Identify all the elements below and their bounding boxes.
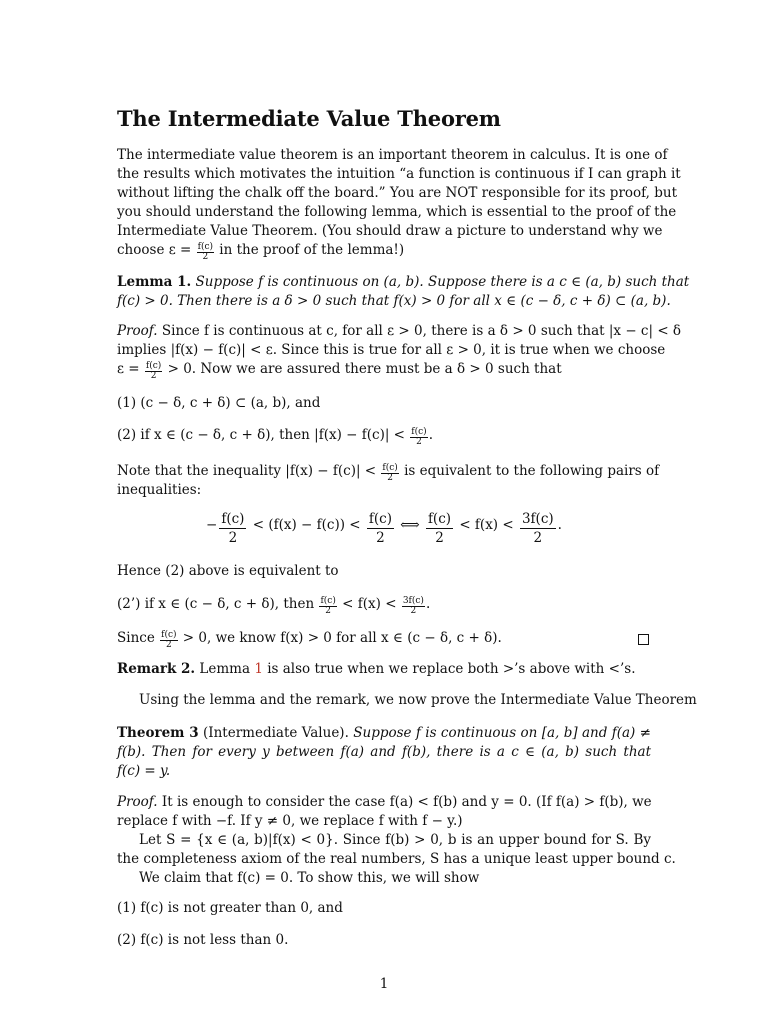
intro-line (117, 241, 651, 260)
fraction-denominator: 2 (416, 437, 422, 447)
proof-text: ε = (117, 361, 144, 377)
intro-line: without lifting the chalk off the board.” You are NOT responsible for its proof, but (117, 185, 678, 201)
proof-line: replace f with −f. If y ≠ 0, we replace f with f − y.) (117, 813, 463, 829)
theorem-3 (117, 724, 651, 781)
page-title: The Intermediate Value Theorem (117, 106, 501, 131)
theorem-heading: Theorem 3 (117, 725, 199, 741)
fraction (426, 510, 453, 547)
fraction-numerator: 3f(c) (402, 596, 424, 606)
note-text: is equivalent to the following pairs of (399, 463, 660, 479)
fraction-denominator: 2 (410, 606, 417, 616)
claim-item: (2) f(c) is not less than 0. (117, 932, 289, 948)
fraction-denominator: 2 (325, 606, 332, 616)
fraction (319, 597, 336, 616)
remark-heading: Remark 2. (117, 661, 196, 677)
math-text: . (557, 517, 562, 533)
fraction-numerator: f(c) (145, 361, 162, 371)
condition-text: . (428, 427, 433, 443)
fraction (381, 464, 398, 483)
note-line: inequalities: (117, 482, 202, 498)
text-line: Hence (2) above is equivalent to (117, 563, 339, 579)
proof-line (117, 322, 682, 341)
intro-text: choose ε = (117, 242, 196, 258)
intro-line: Intermediate Value Theorem. (You should draw a picture to understand why we (117, 223, 663, 239)
display-equation (117, 510, 651, 547)
proof-line: We claim that f(c) = 0. To show this, we will show (139, 870, 480, 886)
fraction-numerator: 3f(c) (521, 511, 554, 527)
fraction-numerator: f(c) (427, 511, 452, 527)
lemma-proof (117, 322, 682, 381)
fraction-denominator: 2 (228, 530, 238, 546)
fraction-denominator: 2 (435, 530, 444, 546)
theorem-proof (117, 793, 676, 888)
theorem-line (117, 724, 651, 743)
fraction-numerator: f(c) (368, 511, 392, 527)
conclusion-text: > 0, we know f(x) > 0 for all x ∈ (c − δ, c + δ). (178, 630, 502, 646)
condition-text: (2) if x ∈ (c − δ, c + δ), then |f(x) − f(c)| < (117, 427, 410, 443)
fraction (402, 597, 425, 616)
lemma-heading: Lemma 1. (117, 274, 192, 290)
fraction-numerator: f(c) (382, 463, 398, 473)
fraction-numerator: f(c) (320, 596, 336, 606)
fraction-denominator: 2 (533, 530, 543, 546)
condition-2-prime (117, 595, 651, 614)
remark-text: is also true when we replace both >’s above with <’s. (262, 661, 636, 677)
intro-paragraph (117, 146, 681, 262)
intro-line: The intermediate value theorem is an important theorem in calculus. It is one of (117, 147, 668, 163)
hence-line (117, 562, 651, 581)
proof-line: implies |f(x) − f(c)| < ε. Since this is true for all ε > 0, it is true when we choose (117, 342, 666, 358)
fraction (197, 243, 214, 262)
fraction-numerator: f(c) (161, 630, 177, 640)
note-text: Note that the inequality |f(x) − f(c)| < (117, 463, 381, 479)
lemma-text: f(c) > 0. Then there is a δ > 0 such that f(x) > 0 for all x ∈ (c − δ, c + δ) ⊂ (a, b). (117, 293, 671, 309)
intro-text: in the proof of the lemma!) (215, 242, 405, 258)
condition-item (117, 426, 651, 445)
fraction-numerator: f(c) (221, 511, 245, 527)
remark-line (117, 660, 651, 679)
math-text: ⟺ (396, 517, 424, 533)
proof-text: > 0. Now we are assured there must be a δ > 0 such that (163, 361, 562, 377)
proof-line (117, 793, 651, 812)
proof-conclusion (117, 629, 651, 648)
conclusion-text: Since (117, 630, 160, 646)
claim-item: (1) f(c) is not greater than 0, and (117, 900, 343, 916)
fraction-numerator: f(c) (411, 427, 427, 437)
condition-item (117, 595, 651, 614)
intro-line: the results which motivates the intuition “a function is continuous if I can graph it (117, 166, 681, 182)
theorem-text: Suppose f is continuous on [a, b] and f(a) ≠ (348, 725, 651, 741)
remark-text: Lemma (195, 661, 255, 677)
proof-line: the completeness axiom of the real numbers, S has a unique least upper bound c. (117, 851, 676, 867)
fraction-denominator: 2 (387, 473, 393, 483)
fraction-denominator: 2 (376, 530, 385, 546)
theorem-line: f(c) = y. (117, 763, 171, 779)
intro-line: you should understand the following lemma, which is essential to the proof of the (117, 204, 677, 220)
theorem-line: f(b). Then for every y between f(a) and f(b), there is a c ∈ (a, b) such that (117, 744, 651, 760)
fraction (219, 510, 246, 547)
claim-items (117, 931, 651, 950)
fraction-denominator: 2 (150, 371, 157, 381)
fraction (145, 362, 162, 381)
fraction (410, 428, 427, 447)
lemma-reference-link[interactable]: 1 (254, 661, 263, 677)
condition-text: < f(x) < (337, 596, 401, 612)
math-text: < (f(x) − f(c)) < (248, 517, 365, 533)
math-text: − (206, 517, 218, 533)
lemma-conditions (117, 426, 651, 445)
lemma-line (117, 273, 690, 292)
proof-text: Since f is continuous at c, for all ε > 0, there is a δ > 0 such that |x − c| < δ (157, 323, 682, 339)
proof-heading: Proof. (117, 323, 158, 339)
fraction (520, 510, 556, 547)
math-text: < f(x) < (455, 517, 518, 533)
transition-paragraph (117, 691, 697, 710)
claim-items (117, 899, 651, 918)
qed-square-icon (638, 634, 649, 645)
text-line (117, 629, 651, 648)
lemma-line (117, 292, 671, 311)
condition-text: (2’) if x ∈ (c − δ, c + δ), then (117, 596, 319, 612)
condition-item: (1) (c − δ, c + δ) ⊂ (a, b), and (117, 395, 321, 411)
proof-heading: Proof. (117, 794, 158, 810)
fraction-numerator: f(c) (197, 242, 214, 252)
fraction-denominator: 2 (165, 640, 172, 650)
note-line (117, 462, 660, 483)
proof-line: Let S = {x ∈ (a, b)|f(x) < 0}. Since f(b) > 0, b is an upper bound for S. By (139, 832, 651, 848)
remark-2 (117, 660, 651, 679)
theorem-name: (Intermediate Value). (198, 725, 349, 741)
page-number: 1 (379, 976, 389, 992)
lemma-text: Suppose f is continuous on (a, b). Suppose there is a c ∈ (a, b) such that (195, 274, 690, 290)
fraction (367, 510, 394, 547)
lemma-1 (117, 273, 690, 311)
text-line: Using the lemma and the remark, we now prove the Intermediate Value Theorem (139, 692, 697, 708)
fraction-denominator: 2 (202, 252, 209, 262)
proof-line (117, 360, 651, 379)
proof-text: It is enough to consider the case f(a) < f(b) and y = 0. (If f(a) > f(b), we (157, 794, 652, 810)
fraction (160, 631, 177, 650)
condition-text: . (425, 596, 431, 612)
lemma-conditions (117, 394, 651, 413)
note-paragraph (117, 462, 660, 500)
